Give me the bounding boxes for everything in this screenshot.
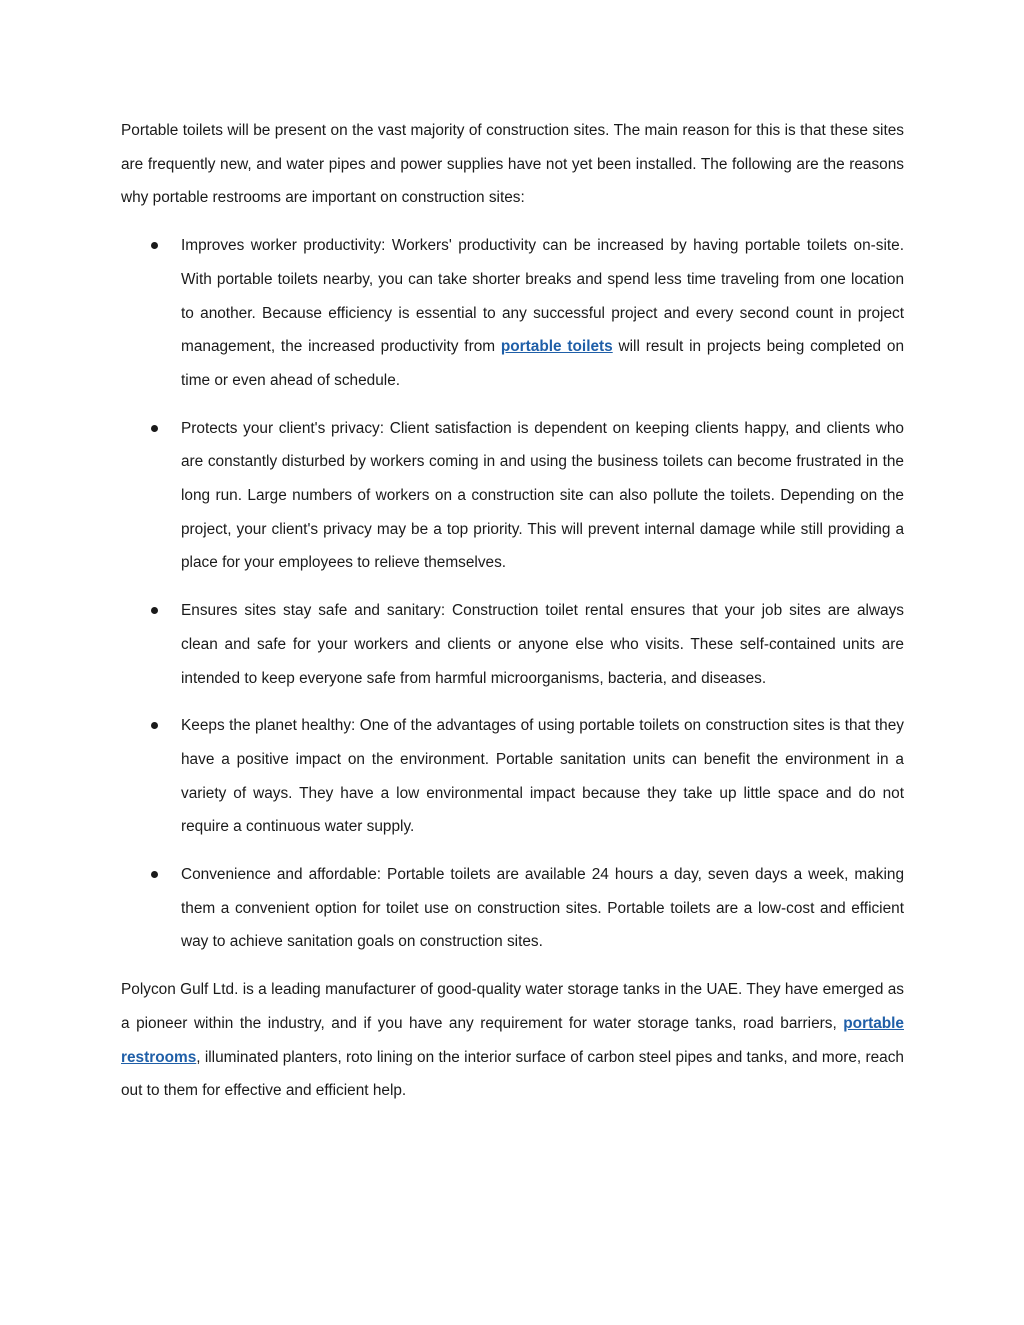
intro-paragraph: Portable toilets will be present on the vast majority of construction sites. The main reason for this is that these sites are frequently new, and water pipes and power supplies have not yet been installed. The following are the reasons why portable restrooms are important on construction sites:: [121, 122, 904, 207]
closing-paragraph: [121, 973, 904, 1108]
list-item-safety: [121, 594, 904, 695]
reasons-list: [121, 229, 904, 959]
bullet-icon: [151, 425, 158, 432]
bullet-icon: [151, 242, 158, 249]
list-item-text: Ensures sites stay safe and sanitary: Construction toilet rental ensures that your job sites are always clean and safe for your workers and clients or anyone else who visits. These self-contained units are intended to keep everyone safe from harmful microorganisms, bacteria, and diseases.: [181, 602, 904, 687]
list-item-text: Keeps the planet healthy: One of the advantages of using portable toilets on construction sites is that they have a positive impact on the environment. Portable sanitation units can benefit the environment in a variety of ways. They have a low environmental impact because they take up little space and do not require a continuous water supply.: [181, 717, 904, 836]
bullet-icon: [151, 722, 158, 729]
list-item-privacy: [121, 412, 904, 581]
document-page: [121, 114, 904, 1108]
list-item-text-after: will result in projects being completed on time or even ahead of schedule.: [181, 338, 904, 389]
bullet-icon: [151, 871, 158, 878]
portable-toilets-link[interactable]: portable toilets: [500, 338, 613, 356]
list-item-text: Convenience and affordable: Portable toilets are available 24 hours a day, seven days a week, making them a convenient option for toilet use on construction sites. Portable toilets are a low-cost and efficient way to achieve sanitation goals on construction sites.: [181, 866, 904, 951]
portable-restrooms-link[interactable]: portable restrooms: [121, 1014, 904, 1066]
list-item-planet: [121, 709, 904, 844]
list-item-text-before: Improves worker productivity: Workers' productivity can be increased by having portable toilets on-site. With portable toilets nearby, you can take shorter breaks and spend less time traveling from one location to another. Because efficiency is essential to any successful project and every second count in project management, the increased productivity from: [181, 237, 904, 356]
list-item-productivity: [121, 229, 904, 398]
closing-text-before: Polycon Gulf Ltd. is a leading manufacturer of good-quality water storage tanks in the UAE. They have emerged as a pioneer within the industry, and if you have any requirement for water storage tanks, road barriers,: [121, 981, 904, 1032]
closing-text-after: , illuminated planters, roto lining on the interior surface of carbon steel pipes and tanks, and more, reach out to them for effective and efficient help.: [121, 1048, 904, 1100]
list-item-convenience: [121, 858, 904, 959]
bullet-icon: [151, 607, 158, 614]
list-item-text: Protects your client's privacy: Client satisfaction is dependent on keeping clients happy, and clients who are constantly disturbed by workers coming in and using the business toilets can become frustrated in the long run. Large numbers of workers on a construction site can also pollute the toilets. Depending on the project, your client's privacy may be a top priority. This will prevent internal damage while still providing a place for your employees to relieve themselves.: [181, 419, 904, 572]
